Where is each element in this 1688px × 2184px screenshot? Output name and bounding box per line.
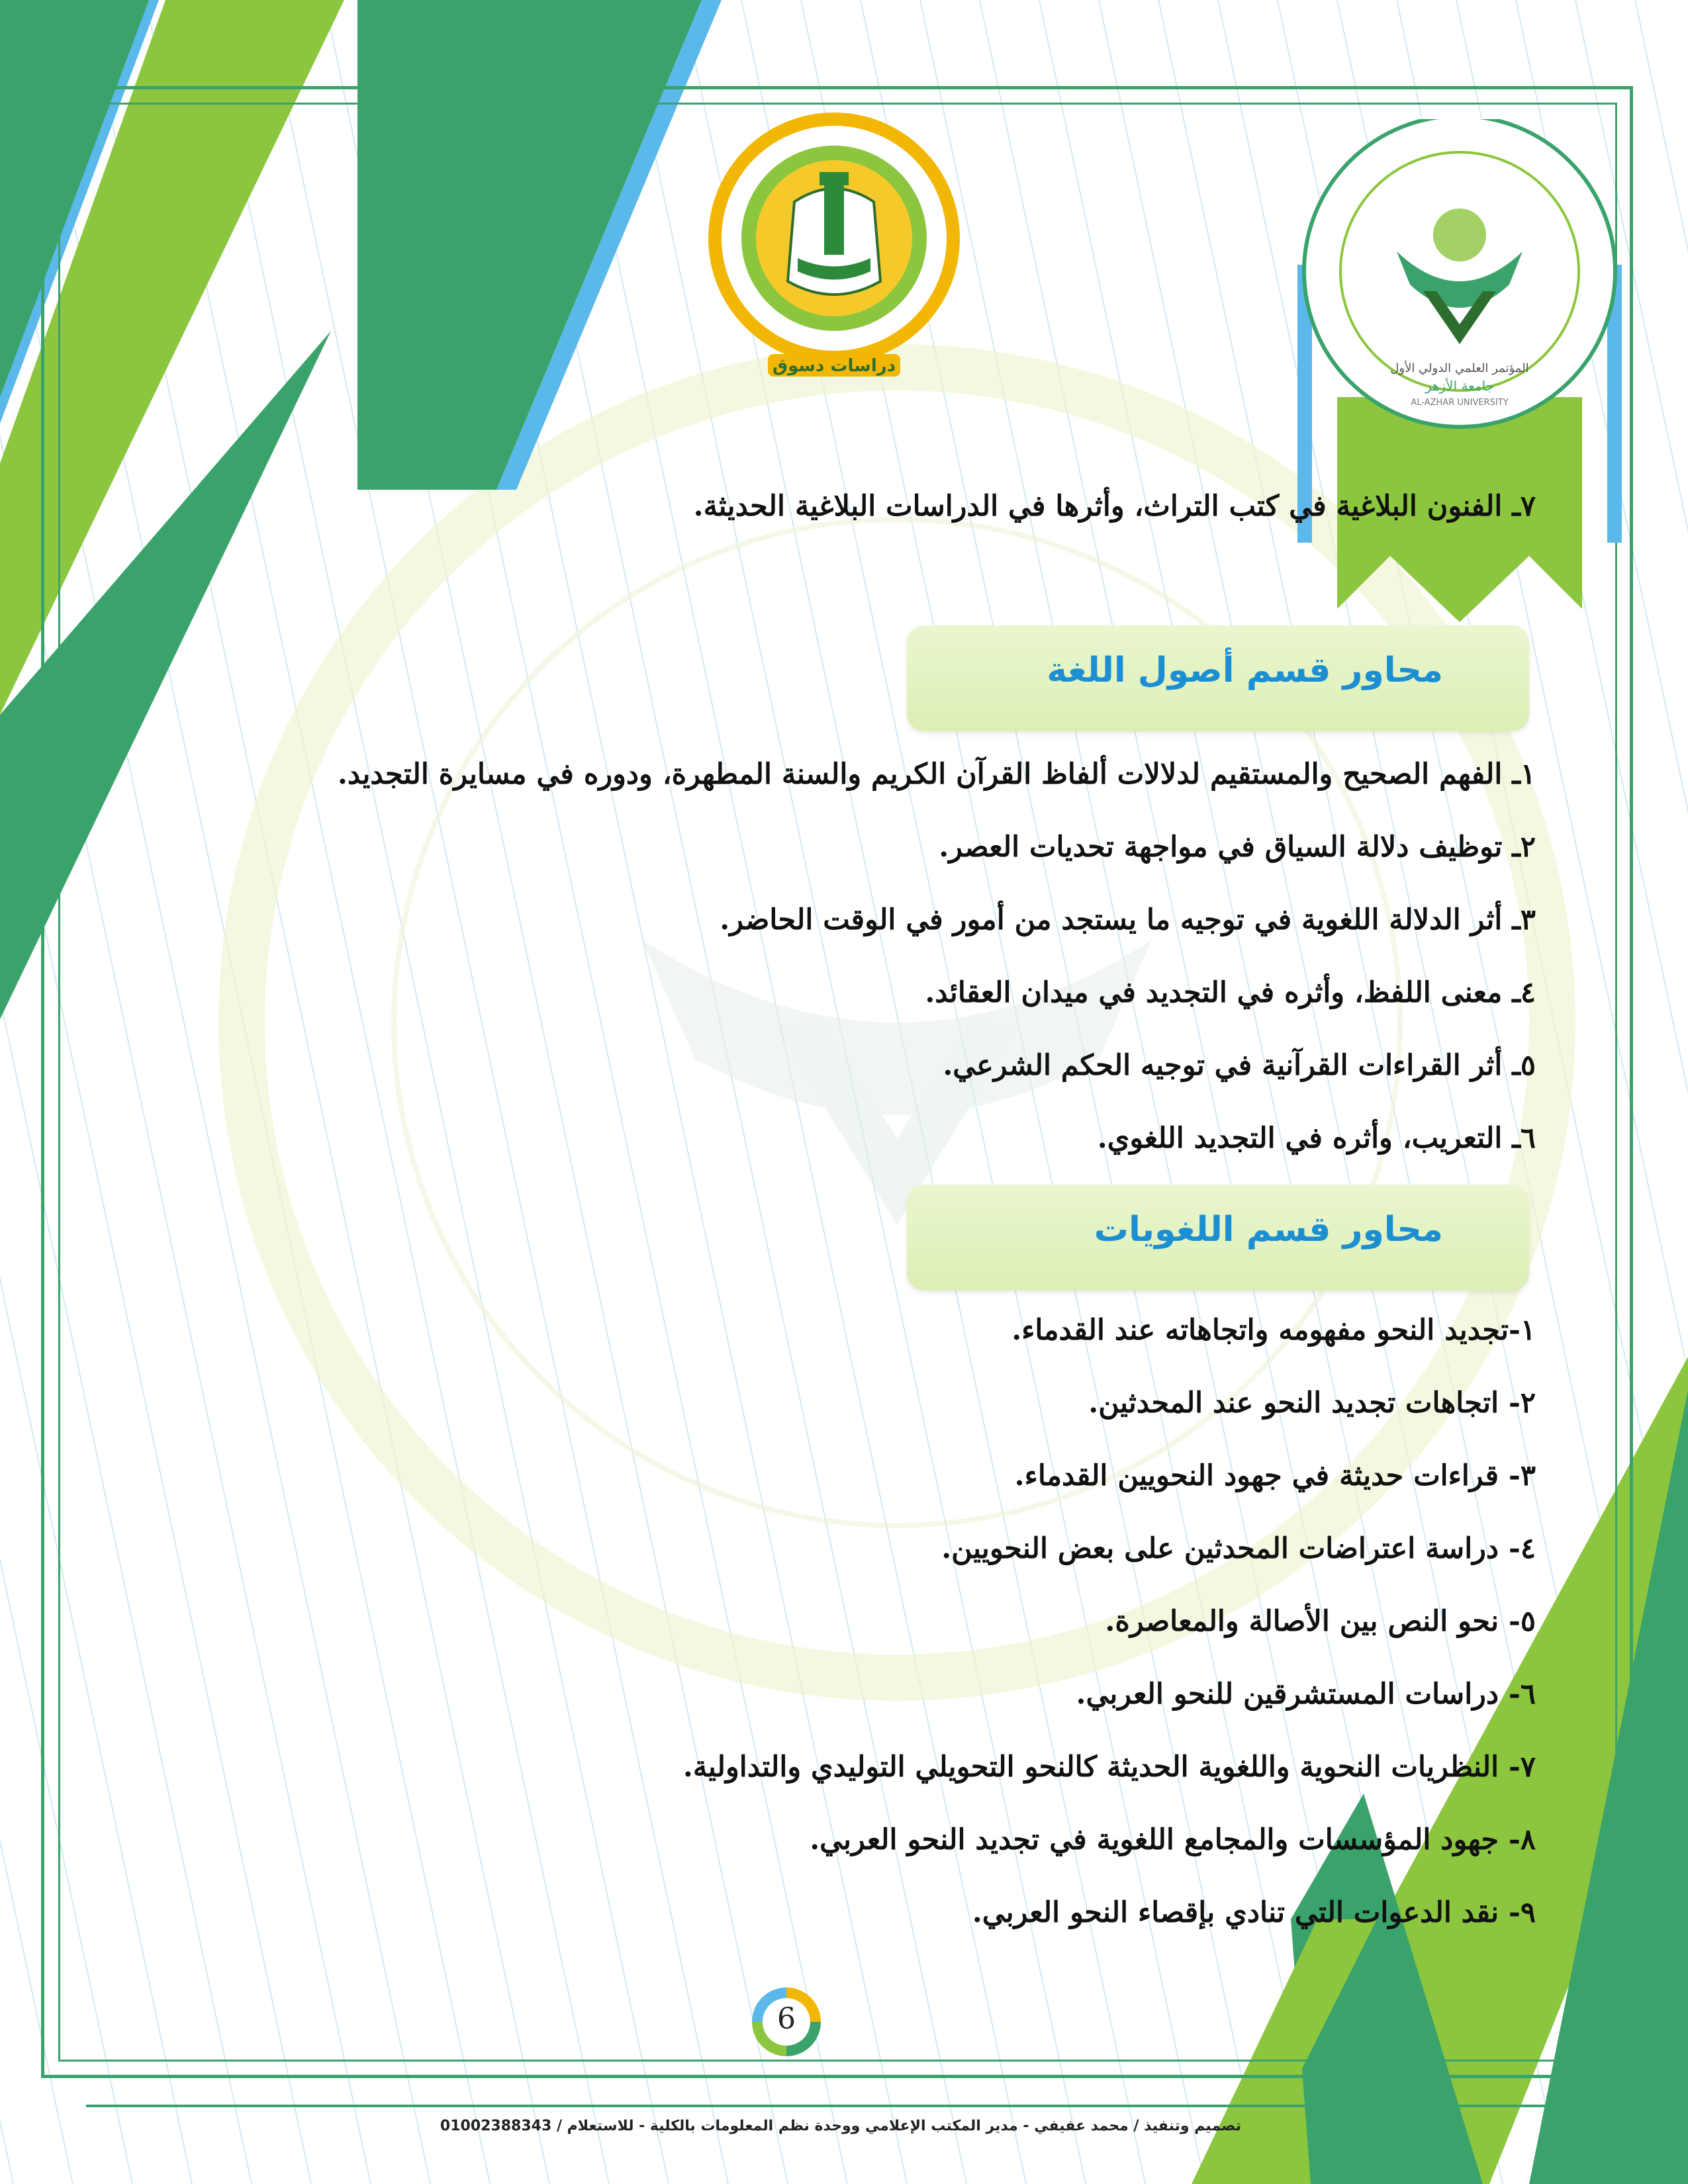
list-item: ٤- دراسة اعتراضات المحدثين على بعض النحويين. — [941, 1532, 1536, 1565]
list-item: ٩- نقد الدعوات التي تنادي بإقصاء النحو العربي. — [972, 1896, 1536, 1929]
list-item: ١-تجديد النحو مفهومه واتجاهاته عند القدماء. — [1011, 1314, 1536, 1347]
section-title: محاور قسم اللغويات — [1094, 1210, 1443, 1250]
svg-text:AL-AZHAR UNIVERSITY: AL-AZHAR UNIVERSITY — [1411, 398, 1509, 408]
conference-logo — [1291, 119, 1628, 622]
section-heading-lughawiyat — [907, 1185, 1529, 1291]
list-item: ٣ـ أثر الدلالة اللغوية في توجيه ما يستجد من أمور في الوقت الحاضر. — [720, 903, 1536, 936]
list-item: ٢ـ توظيف دلالة السياق في مواجهة تحديات العصر. — [939, 831, 1536, 864]
svg-text:المؤتمر العلمي الدولي الأول: المؤتمر العلمي الدولي الأول — [1390, 361, 1529, 375]
list-item: ٧- النظريات النحوية واللغوية الحديثة كالنحو التحويلي التوليدي والتداولية. — [682, 1751, 1536, 1784]
list-item: ٣- قراءات حديثة في جهود النحويين القدماء. — [1014, 1459, 1536, 1492]
list-item: ٤ـ معنى اللفظ، وأثره في التجديد في ميدان العقائد. — [925, 976, 1536, 1009]
page-number: 6 — [777, 2002, 796, 2036]
list-item: ٧ـ الفنون البلاغية في كتب التراث، وأثرها في الدراسات البلاغية الحديثة. — [693, 490, 1536, 523]
page-number-badge — [747, 1982, 826, 2062]
list-item: ٦- دراسات المستشرقين للنحو العربي. — [1076, 1678, 1536, 1711]
footer-credit: تصميم وتنفيذ / محمد عفيفي - مدير المكتب الإعلامي ووحدة نظم المعلومات بالكلية - للاستعلام / 01002388343 — [440, 2118, 1242, 2134]
list-item: ٦ـ التعريب، وأثره في التجديد اللغوي. — [1097, 1122, 1536, 1155]
list-item: ٥ـ أثر القراءات القرآنية في توجيه الحكم الشرعي. — [943, 1049, 1536, 1082]
footer-divider — [86, 2105, 1595, 2107]
usul-items-list — [132, 738, 1536, 1175]
media-office-logo — [688, 109, 980, 387]
list-item: ١ـ الفهم الصحيح والمستقيم لدلالات ألفاظ القرآن الكريم والسنة المطهرة، ودوره في مسايرة التجديد. — [337, 758, 1536, 791]
section-title: محاور قسم أصول اللغة — [1047, 651, 1443, 690]
list-item: ٥- نحو النص بين الأصالة والمعاصرة. — [1105, 1605, 1536, 1638]
section-heading-usul — [907, 625, 1529, 731]
balagha-section — [132, 470, 1536, 543]
list-item: ٨- جهود المؤسسات والمجامع اللغوية في تجديد النحو العربي. — [810, 1823, 1536, 1856]
svg-text:جامعة الأزهر: جامعة الأزهر — [1425, 378, 1495, 394]
lughawiyat-items-list — [132, 1294, 1536, 1949]
list-item: ٢- اتجاهات تجديد النحو عند المحدثين. — [1088, 1387, 1536, 1420]
svg-text:دراسات دسوق: دراسات دسوق — [772, 356, 896, 376]
